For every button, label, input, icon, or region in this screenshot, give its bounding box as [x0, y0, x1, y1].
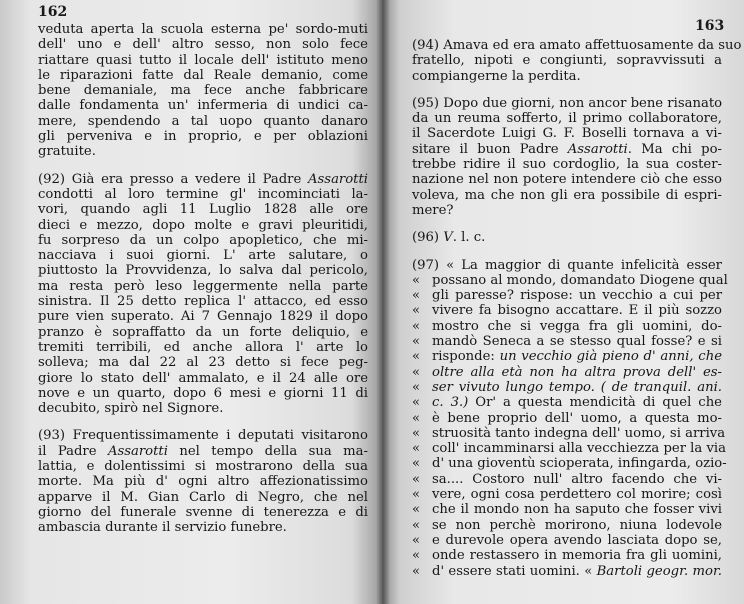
- citation-italic: c. 3.): [432, 395, 469, 411]
- footnote-94: [412, 38, 742, 84]
- text-line: pure vien superato. Ai 7 Gennajo 1829 il dopo: [38, 309, 368, 325]
- page-number: 163: [695, 18, 725, 34]
- text-line: dalle fondamenta un' infermeria di undici ca-: [38, 98, 368, 114]
- text-line: mere, spendendo a tal uopo quanto danaro: [38, 113, 368, 129]
- text-run: sitare il buon Padre: [412, 141, 568, 157]
- text-line: bene demaniale, ma fece anche fabbricare: [38, 83, 368, 99]
- text-line: [38, 444, 368, 459]
- text-line: giorno del funerale svenne di tenerezza e di: [38, 504, 368, 520]
- text-run: è bene proprio dell' uomo, a questa mo-: [432, 410, 722, 426]
- text-run: mostro che si vegga fra gli uomini, do-: [432, 318, 722, 334]
- text-run: Or' a questa mendicità di quel che: [468, 395, 722, 411]
- text-run: mandò Seneca a se stesso qual fosse? e si: [432, 334, 722, 350]
- text-run: d' essere stati uomini. «: [432, 563, 597, 579]
- text-line: gli perveniva e in proprio, e per oblazioni: [38, 129, 368, 145]
- text-line: compiangerne la perdita.: [412, 68, 581, 84]
- text-run: onde restassero in memoria fra gli uomini,: [432, 548, 722, 564]
- quote-mark: «: [412, 502, 421, 518]
- text-line: il Sacerdote Luigi G. F. Boselli tornava a vi-: [412, 126, 722, 142]
- text-line: riattare quasi tutto il locale dell' istituto meno: [38, 52, 368, 68]
- text-line: (95) Dopo due giorni, non ancor bene risanato: [412, 95, 723, 111]
- text-line: da un reuma sofferto, il primo collaboratore,: [412, 111, 722, 127]
- quote-line: [412, 349, 722, 364]
- text-line: dieci e mezzo, dopo molte e gravi pleuritidi,: [38, 217, 368, 233]
- quote-line: [412, 456, 727, 472]
- quote-line: [412, 564, 722, 579]
- quote-mark: «: [412, 532, 421, 548]
- text-line: voleva, ma che non gli era possibile di espri-: [412, 187, 722, 203]
- text-line: fu sorpreso da un colpo apopletico, che mi-: [38, 232, 368, 248]
- footnote-92: [38, 172, 368, 417]
- quote-line: [412, 502, 722, 517]
- text-run: d' una gioventù scioperata, infingarda, ozio-: [432, 456, 727, 472]
- quote-line: [412, 380, 722, 395]
- text-line: lattia, e dolentissimi si mostrarono della sua: [38, 459, 368, 475]
- text-run: nel tempo della sua ma-: [167, 443, 368, 459]
- text-line: nazione nel non potere intendere ciò che esso: [412, 172, 722, 188]
- name-italic: Assarotti: [107, 443, 168, 459]
- text-line: apparve il M. Gian Carlo di Negro, che nel: [38, 489, 368, 505]
- quote-line: [412, 487, 722, 502]
- text-line: sinistra. Il 25 detto replica l' attacco, ed esso: [38, 294, 368, 310]
- text-line: [38, 172, 368, 187]
- quote-line: [412, 303, 722, 318]
- text-run: sa.... Costoro null' altro facendo che vi-: [432, 471, 722, 487]
- text-line: morte. Ma più d' ogni altro affezionatissimo: [38, 474, 368, 490]
- citation-italic: Bartoli geogr. mor.: [596, 563, 722, 579]
- text-run: . Ma chi po-: [627, 141, 722, 157]
- text-run: risponde:: [432, 349, 500, 365]
- quote-italic: ser vivuto lungo tempo.: [432, 379, 595, 395]
- text-run: . l. c.: [452, 230, 486, 246]
- quote-line: [412, 411, 722, 426]
- text-run: vivere fa bisogno accattare. E il più sozzo: [432, 303, 722, 319]
- text-line: giore lo stato dell' ammalato, e il 24 alle ore: [38, 370, 368, 386]
- quote-mark: «: [412, 395, 421, 411]
- text-line: condotti al loro termine gl' incominciati la-: [38, 186, 368, 202]
- quote-mark: «: [412, 563, 421, 579]
- text-line: (94) Amava ed era amato affettuosamente da suo: [412, 38, 742, 53]
- text-run: il Padre: [38, 443, 108, 459]
- name-italic: Assarotti: [308, 171, 368, 187]
- quote-mark: «: [412, 318, 421, 334]
- text-run: che il mondo non ha saputo che fosser vivi: [432, 502, 722, 518]
- text-line: nacciava i suoi giorni. L' arte salutare, o: [38, 248, 368, 264]
- quote-line: [412, 365, 722, 380]
- text-line: le riparazioni fatte dal Reale demanio, come: [38, 67, 368, 83]
- quote-mark: «: [412, 517, 421, 533]
- book-gutter-shadow: [376, 0, 390, 604]
- text-run: se non perchè morirono, niuna lodevole: [432, 517, 722, 533]
- text-line: pranzo è sopraffatto da un forte deliquio, e: [38, 324, 368, 340]
- text-line: decubito, spirò nel Signore.: [38, 401, 224, 417]
- right-page: [382, 0, 744, 604]
- text-run: (92) Già era presso a vedere il Padre: [38, 171, 309, 187]
- quote-line: [412, 518, 722, 533]
- quote-italic: oltre alla età non ha altra prova dell' es-: [432, 364, 722, 380]
- quote-mark: «: [412, 441, 421, 457]
- quote-line: [412, 425, 726, 441]
- text-line: solleva; ma dal 22 al 23 detto si fece peg-: [38, 355, 368, 371]
- quote-line: [412, 472, 722, 487]
- text-run: struosità tanto indegna dell' uomo, si arriva: [432, 425, 726, 441]
- text-run: gli paresse? rispose: un vecchio a cui per: [432, 288, 722, 304]
- quote-line: [412, 395, 722, 410]
- quote-mark: «: [412, 349, 421, 365]
- quote-mark: «: [412, 410, 421, 426]
- text-line: nove e un quarto, dopo 6 mesi e giorni 11 di: [38, 385, 368, 401]
- quote-line: [412, 533, 722, 548]
- footnote-93: [38, 428, 368, 535]
- right-page-text: [412, 38, 742, 591]
- footnote-97: [412, 257, 728, 579]
- footnote-96: [412, 230, 722, 245]
- quote-line: [412, 548, 722, 563]
- text-line: mere?: [412, 202, 454, 218]
- text-run: e durevole opera avendo lasciata dopo se,: [432, 532, 722, 548]
- quote-mark: «: [412, 364, 421, 380]
- quote-mark: «: [412, 425, 421, 441]
- quote-line: [412, 272, 728, 288]
- text-line: piuttosto la Provvidenza, lo salva dal pericolo,: [38, 263, 368, 279]
- text-run: (96): [412, 230, 444, 246]
- quote-mark: «: [412, 487, 421, 503]
- text-line: tremiti terribili, ed anche allora l' arte lo: [38, 339, 368, 355]
- text-line: ambascia durante il servizio funebre.: [38, 520, 287, 536]
- text-run: coll' incamminarsi alla vecchiezza per la via: [432, 441, 726, 457]
- name-italic: Assarotti: [567, 141, 628, 157]
- page-number: 162: [38, 4, 68, 20]
- text-line: gratuite.: [38, 144, 96, 160]
- quote-mark: «: [412, 379, 421, 395]
- quote-italic: un vecchio già pieno d' anni, che: [499, 349, 722, 365]
- footnote-95: [412, 96, 722, 218]
- abbrev-italic: V: [443, 230, 453, 246]
- text-line: [412, 230, 722, 245]
- quote-mark: «: [412, 272, 421, 288]
- text-run: possano al mondo, domandato Diogene qual: [432, 272, 728, 288]
- text-line: (97) « La maggior di quante infelicità esser: [412, 257, 722, 273]
- quote-mark: «: [412, 303, 421, 319]
- quote-mark: «: [412, 288, 421, 304]
- quote-line: [412, 319, 722, 334]
- quote-line: [412, 288, 722, 303]
- text-line: (93) Frequentissimamente i deputati visitarono: [38, 428, 368, 444]
- text-line: veduta aperta la scuola esterna pe' sordo-muti: [38, 22, 368, 37]
- text-line: ma resta però leso leggermente nella parte: [38, 278, 368, 294]
- text-run: vere, ogni cosa perdettero col morire; così: [432, 487, 722, 503]
- quote-mark: «: [412, 548, 421, 564]
- quote-mark: «: [412, 456, 421, 472]
- quote-mark: «: [412, 334, 421, 350]
- continued-paragraph: [38, 22, 368, 160]
- quote-line: [412, 334, 722, 349]
- text-line: trebbe ridire il suo cordoglio, la sua coster-: [412, 157, 722, 173]
- text-line: vori, quando agli 11 Luglio 1828 alle ore: [38, 202, 368, 218]
- text-line: fratello, nipoti e congiunti, sopravvissuti a: [412, 53, 722, 69]
- text-line: [412, 142, 722, 157]
- text-line: dell' uno e dell' altro sesso, non solo fece: [38, 37, 368, 53]
- citation-italic: ( de tranquil. ani.: [594, 379, 722, 395]
- quote-mark: «: [412, 471, 421, 487]
- left-page-text: [38, 22, 368, 548]
- quote-line: [412, 441, 726, 457]
